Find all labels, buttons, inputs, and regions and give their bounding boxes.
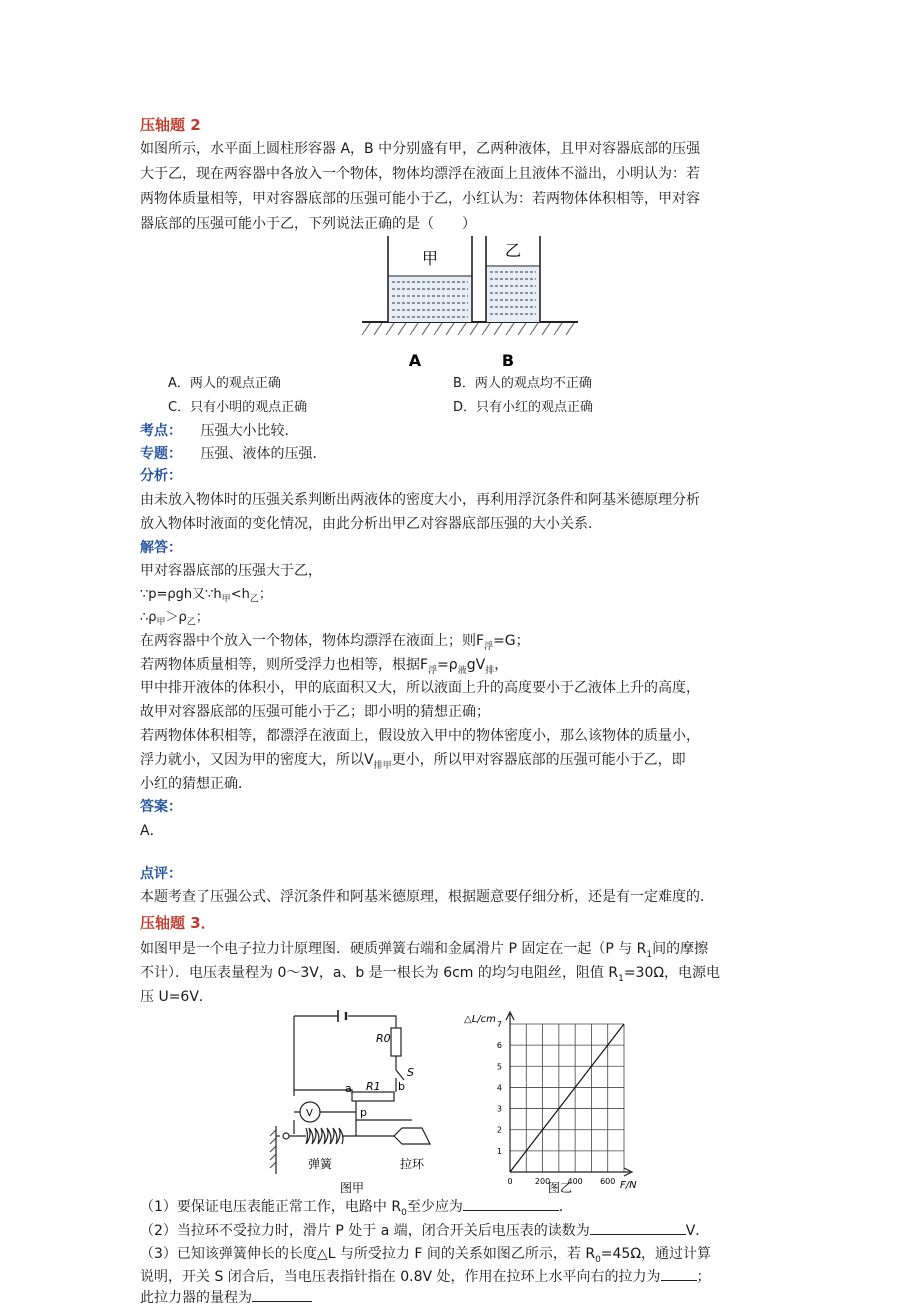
spring-label: 弹簧 [307, 1157, 333, 1171]
slider-p-label: p [360, 1106, 367, 1119]
container-b-label: B [501, 351, 515, 370]
dianping-text: 本题考查了压强公式、浮沉条件和阿基米德原理，根据题意要仔细分析，还是有一定难度的． [140, 889, 714, 905]
kaodian-text: 压强大小比较． [200, 423, 299, 439]
switch-label: S [407, 1066, 414, 1079]
option-d[interactable]: D．只有小红的观点正确 [453, 400, 594, 415]
force-extension-chart [458, 1008, 648, 1200]
answer-blank-4[interactable] [252, 1287, 312, 1302]
chart-ylabel: △L/cm [464, 1014, 496, 1025]
containers-figure [360, 232, 580, 372]
chart-ytick: 2 [496, 1125, 502, 1135]
jieda-line: ∵p=ρgh又$\because h_甲<h_乙$； [140, 587, 272, 605]
q3-stem-line: 不计）．电压表量程为 0～3V，a、b 是一根长为 6cm 的均匀电阻丝，阻值 $R_1=30\Omega$，电源电 [140, 965, 721, 984]
end-a-label: a [345, 1082, 352, 1095]
q3-title: 压轴题 3． [140, 914, 216, 932]
daan-label: 答案： [140, 799, 182, 815]
kaodian-label: 考点： [140, 423, 182, 439]
q3-sub3-range: 此拉力器的量程为 [140, 1287, 312, 1308]
q3-sub3-cont: 说明，开关 S 闭合后，当电压表指针指在 0.8V 处，作用在拉环上水平向右的拉力为 ； [140, 1266, 711, 1287]
q3-sub1: （1）要保证电压表能正常工作，电路中 $R_0$至少应为 ． [140, 1196, 573, 1223]
jieda-line: 甲中排开液体的体积小，甲的底面积又大，所以液面上升的高度要小于乙液体上升的高度， [140, 680, 700, 696]
liquid-b-label: 乙 [504, 241, 522, 260]
r0-label: R0 [376, 1032, 391, 1045]
kaodian [140, 421, 298, 441]
jieda-line: 浮力就小，又因为甲的密度大，所以$V_{排甲}$更小，所以甲对容器底部的压强可能小于乙，即 [140, 752, 686, 771]
jieda-line: 在两容器中个放入一个物体，物体均漂浮在液面上；则$F_浮=G$； [140, 633, 530, 652]
circuit-diagram [262, 1008, 452, 1200]
q2-title: 压轴题 2 [140, 116, 201, 134]
chart-ytick: 1 [496, 1146, 502, 1156]
liquid-a-label: 甲 [421, 249, 439, 268]
answer-blank-2[interactable] [590, 1220, 686, 1235]
fenxi-line: 由未放入物体时的压强关系判断出两液体的密度大小，再利用浮沉条件和阿基米德原理分析 [140, 492, 700, 508]
chart-xtick: 400 [567, 1177, 583, 1186]
chart-ytick: 6 [496, 1041, 502, 1051]
jieda-line: 甲对容器底部的压强大于乙， [140, 563, 322, 579]
container-a-label: A [408, 351, 422, 370]
zhuanti-text: 压强、液体的压强． [200, 446, 327, 462]
q3-stem-line: 压 U=6V． [140, 989, 213, 1005]
chart-ytick: 3 [496, 1104, 502, 1114]
q3-sub3: （3）已知该弹簧伸长的长度△L 与所受拉力 F 间的关系如图乙所示，若 $R_0=45\Omega$，通过计算 [140, 1246, 712, 1265]
jieda-line: 若两物体体积相等，都漂浮在液面上，假设放入甲中的物体密度小，那么该物体的质量小， [140, 728, 700, 744]
daan-text: A． [140, 823, 164, 839]
jieda-label: 解答： [140, 540, 182, 556]
circuit-caption: 图甲 [339, 1181, 365, 1195]
q2-stem-line: 器底部的压强可能小于乙，下列说法正确的是（ ） [140, 216, 476, 232]
chart-xlabel: F/N [620, 1180, 637, 1191]
q2-stem-line: 两物体质量相等，甲对容器底部的压强可能小于乙，小红认为：若两物体体积相等，甲对容 [140, 191, 700, 207]
jieda-line: 若两物体质量相等，则所受浮力也相等，根据$F_浮=\rho_液gV_排$， [140, 657, 509, 676]
zhuanti [140, 444, 326, 464]
jieda-line: $\therefore\rho_甲>\rho_乙$； [140, 610, 209, 628]
answer-blank-1[interactable] [463, 1196, 559, 1211]
chart-ytick: 4 [496, 1083, 502, 1093]
chart-caption: 图乙 [547, 1181, 573, 1195]
fenxi-label: 分析： [140, 468, 182, 484]
chart-xtick: 200 [534, 1177, 551, 1186]
option-a[interactable]: A．两人的观点正确 [168, 376, 281, 391]
jieda-line: 故甲对容器底部的压强可能小于乙；即小明的猜想正确； [140, 704, 490, 720]
option-c[interactable]: C．只有小明的观点正确 [168, 400, 308, 415]
chart-ytick: 7 [496, 1020, 502, 1029]
q3-sub2: （2）当拉环不受拉力时，滑片 P 处于 a 端，闭合开关后电压表的读数为 V． [140, 1220, 709, 1241]
answer-blank-3[interactable] [661, 1266, 697, 1281]
chart-series-line [510, 1024, 624, 1172]
fenxi-line: 放入物体时液面的变化情况，由此分析出甲乙对容器底部压强的大小关系． [140, 516, 602, 532]
dianping-label: 点评： [140, 866, 182, 882]
q2-stem-line: 如图所示，水平面上圆柱形容器 A，B 中分别盛有甲，乙两种液体，且甲对容器底部的压强 [140, 141, 701, 157]
container-b [486, 236, 540, 322]
jieda-line: 小红的猜想正确． [140, 776, 252, 792]
zhuanti-label: 专题： [140, 446, 182, 462]
chart-ytick: 5 [496, 1062, 502, 1072]
container-a [388, 236, 472, 322]
chart-xtick: 0 [507, 1177, 513, 1186]
end-b-label: b [398, 1080, 405, 1093]
r1-label: R1 [366, 1080, 381, 1093]
q3-stem-line: 如图甲是一个电子拉力计原理图．硬质弹簧右端和金属滑片 P 固定在一起（P 与 $R_1$间的摩擦 [140, 941, 709, 960]
ring-label: 拉环 [399, 1157, 425, 1171]
option-b[interactable]: B．两人的观点均不正确 [453, 376, 592, 391]
q2-stem-line: 大于乙，现在两容器中各放入一个物体，物体均漂浮在液面上且液体不溢出，小明认为：若 [140, 166, 700, 182]
chart-xtick: 600 [600, 1177, 616, 1186]
voltmeter-label: V [306, 1108, 313, 1119]
